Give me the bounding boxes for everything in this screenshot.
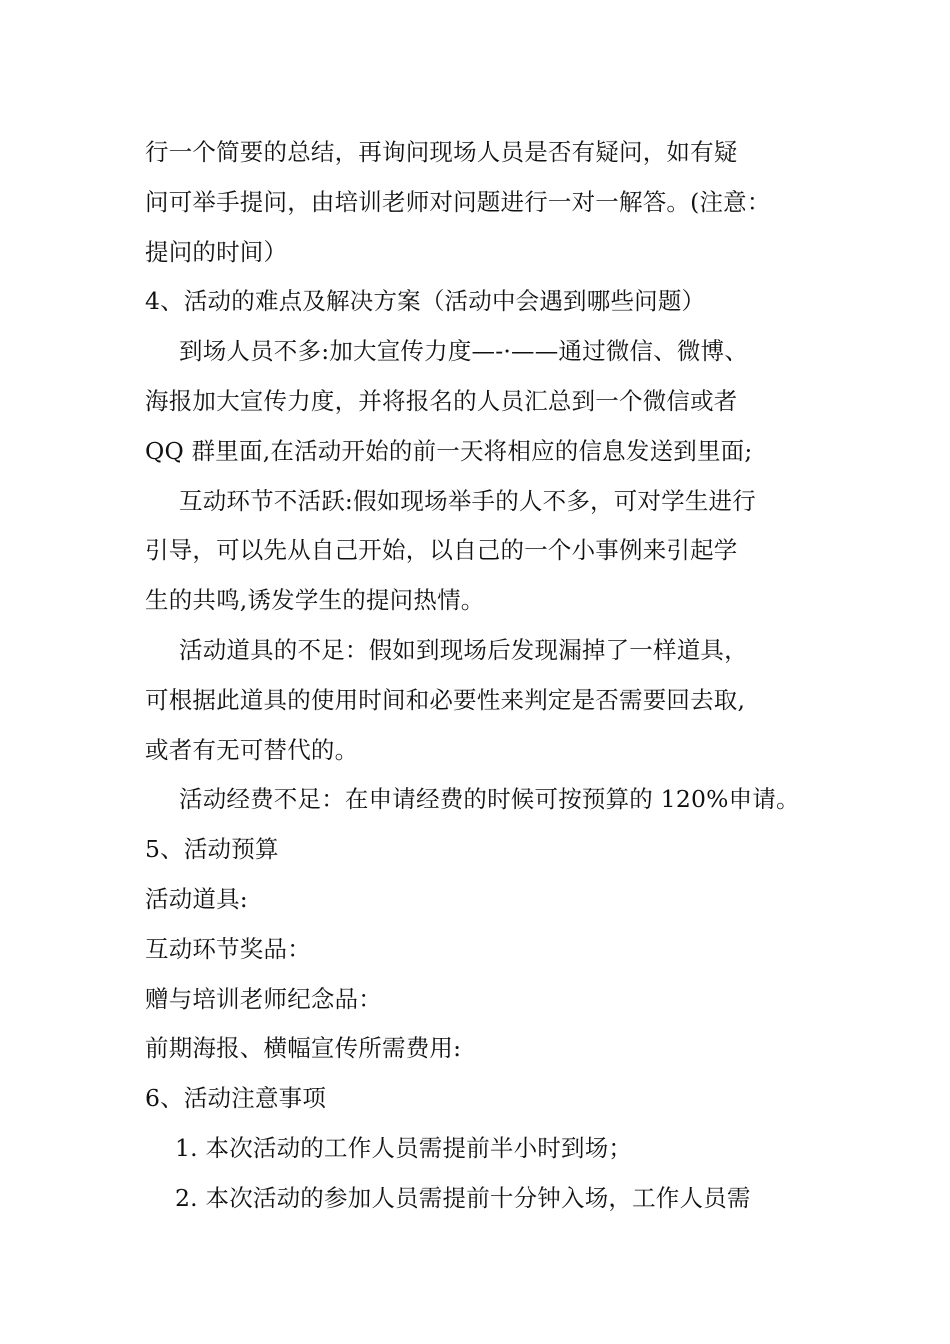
paragraph-line: 或者有无可替代的。 bbox=[145, 735, 359, 764]
budget-item: 互动环节奖品： bbox=[145, 934, 311, 963]
numbered-list-item: 1. 本次活动的工作人员需提前半小时到场； bbox=[175, 1133, 633, 1162]
paragraph-line: 行一个简要的总结，再询问现场人员是否有疑问，如有疑 bbox=[145, 138, 738, 166]
budget-item: 活动道具: bbox=[145, 884, 248, 913]
paragraph-line: QQ 群里面,在活动开始的前一天将相应的信息发送到里面; bbox=[145, 436, 753, 465]
numbered-list-item: 2. 本次活动的参加人员需提前十分钟入场，工作人员需 bbox=[175, 1183, 751, 1212]
budget-item: 前期海报、横幅宣传所需费用: bbox=[145, 1034, 462, 1063]
section-heading-6: 6、活动注意事项 bbox=[145, 1084, 327, 1113]
paragraph-line: 提问的时间） bbox=[145, 237, 288, 266]
section-heading-4: 4、活动的难点及解决方案（活动中会遇到哪些问题） bbox=[145, 287, 706, 316]
paragraph-line: 问可举手提问，由培训老师对问题进行一对一解答。(注意： bbox=[145, 187, 771, 216]
paragraph-line: 引导，可以先从自己开始，以自己的一个小事例来引起学 bbox=[145, 536, 738, 565]
paragraph-line: 活动道具的不足：假如到现场后发现漏掉了一样道具， bbox=[179, 635, 748, 664]
budget-item: 赠与培训老师纪念品： bbox=[145, 984, 382, 1013]
paragraph-line: 互动环节不活跃:假如现场举手的人不多，可对学生进行 bbox=[179, 486, 756, 515]
paragraph-line: 活动经费不足：在申请经费的时候可按预算的 120%申请。 bbox=[179, 785, 800, 814]
paragraph-line: 生的共鸣,诱发学生的提问热情。 bbox=[145, 586, 485, 615]
paragraph-line: 到场人员不多:加大宣传力度—-·——通过微信、微博、 bbox=[179, 337, 749, 366]
section-heading-5: 5、活动预算 bbox=[145, 835, 279, 864]
paragraph-line: 可根据此道具的使用时间和必要性来判定是否需要回去取, bbox=[145, 685, 746, 714]
paragraph-line: 海报加大宣传力度，并将报名的人员汇总到一个微信或者 bbox=[145, 386, 738, 415]
document-body bbox=[145, 128, 825, 1224]
